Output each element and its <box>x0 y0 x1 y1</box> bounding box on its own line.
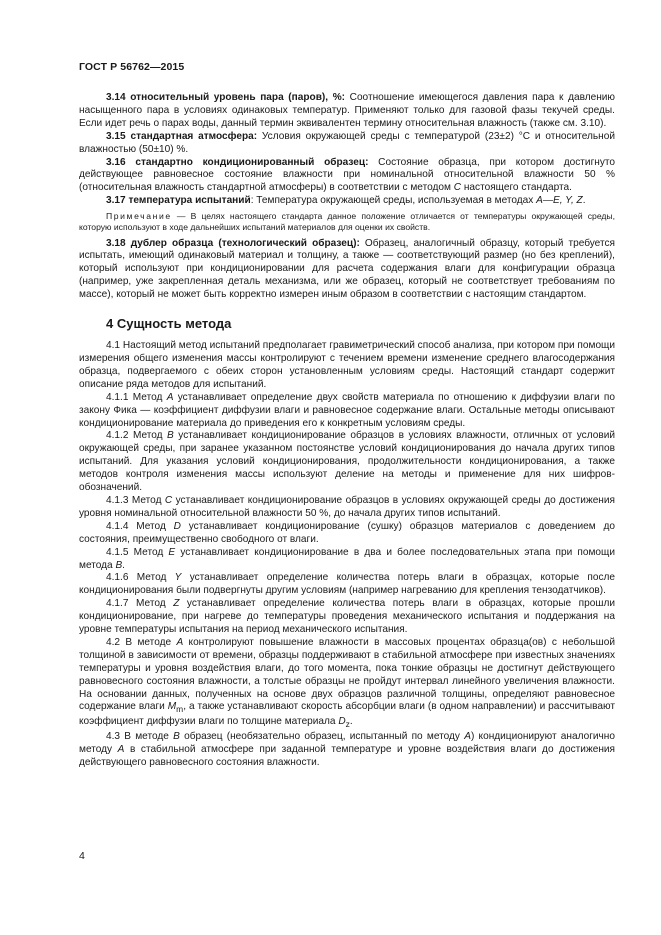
term-3-15 <box>79 131 615 157</box>
text: устанавливает кондиционирование в два и более последовательных этапа при помощи метода <box>79 546 615 571</box>
method-ref: B <box>173 731 180 743</box>
para-4-1-3 <box>79 495 615 521</box>
text: . <box>349 716 353 728</box>
method-ref: Z <box>173 598 180 610</box>
section-4-title: 4 Сущность метода <box>106 316 232 332</box>
text: в стабильной атмосфере при заданной температуре и уровне воздействия влаги до достижения действующего равновесного состояния влажности. <box>79 744 615 769</box>
para-4-1-4 <box>79 521 615 547</box>
para-4-1-6 <box>79 572 615 598</box>
note <box>79 211 615 233</box>
term-heading: 3.18 дублер образца (технологический образец): <box>106 237 360 249</box>
text: устанавливает определение количества потерь влаги в образцах, которые прошли кондиционирование, при нагреве до температуры проведения механического испытания и поддержания на уровне температуры испытания на период механического испытания. <box>79 598 615 636</box>
text: устанавливает кондиционирование образцов в условиях влажности, отличных от условий окружающей среды, при заранее указанном постоянстве условий кондиционирования до начала других типов испытаний. Для указания условий кондиционирования, продолжительности кондиционирования, а также методов контроля изменения массы используют деление на методы и применение для них шифров-обозначений. <box>79 430 615 494</box>
symbol-subscript: m <box>176 704 184 715</box>
text: 4.3 В методе <box>106 731 174 743</box>
document-code-header: ГОСТ Р 56762—2015 <box>79 61 185 73</box>
para-4-3 <box>79 731 615 770</box>
text: 4.2 В методе <box>106 636 177 648</box>
text: 4.1.4 Метод <box>106 520 174 532</box>
term-heading: 3.17 температура испытаний <box>106 195 251 207</box>
para-4-1-1 <box>79 392 615 431</box>
para-4-1-5 <box>79 547 615 573</box>
para-4-1-2 <box>79 430 615 495</box>
text: устанавливает определение двух свойств материала по отношению к диффузии влаги по закону Фика — коэффициент диффузии влаги и равновесное содержание влаги. Остальные методы описывают кондиционирование материала до приведения его к конкретным условиям среды. <box>79 391 615 429</box>
text: 4.1.6 Метод <box>106 572 175 584</box>
method-ref: Y <box>174 572 182 584</box>
method-ref: A <box>166 391 174 403</box>
text: образец (необязательно образец, испытанный по методу <box>179 731 465 743</box>
text: . <box>122 559 125 571</box>
term-text: : Температура окружающей среды, используемая в методах <box>250 195 537 207</box>
symbol-d: D <box>338 716 346 728</box>
page-content <box>79 92 615 770</box>
method-ref: B <box>115 559 123 571</box>
symbol-subscript: z <box>345 719 350 730</box>
term-3-14 <box>79 92 615 131</box>
term-text: Условия окружающей среды с температурой (23±2) °C и относительной влажностью (50±10) %. <box>79 130 615 155</box>
term-heading: 3.15 стандартная атмосфера: <box>106 130 258 142</box>
term-3-18 <box>79 238 615 303</box>
method-ref: A—E, Y, Z <box>536 195 583 207</box>
text: 4.1.5 Метод <box>106 546 169 558</box>
text: 4.1.2 Метод <box>106 430 168 442</box>
method-ref: A <box>176 636 184 648</box>
term-text-end: . <box>582 195 586 207</box>
term-heading: 3.16 стандартно кондиционированный образец: <box>106 156 369 168</box>
method-ref: A <box>117 744 125 756</box>
symbol-m: M <box>167 701 177 713</box>
method-ref: C <box>164 494 173 506</box>
method-ref: E <box>168 546 176 558</box>
term-heading: 3.14 относительный уровень пара (паров), %: <box>106 92 346 103</box>
text: ) кондиционируют аналогично методу <box>79 731 615 756</box>
term-text: Соотношение имеющегося давления пара к давлению насыщенного пара в условиях одинаковых температур. Применяют только для газовой фазы текучей среды. Если идет речь о парах воды, данный термин эквивалентен термину относительная влажность (также см. 3.10). <box>79 92 615 129</box>
term-text-end: настоящего стандарта. <box>461 182 572 194</box>
text: устанавливает определение количества потерь влаги в образцах, которые после кондиционирования были подвергнуты другим условиям (например нагреванию для крепления тензодатчиков). <box>79 572 615 597</box>
note-label: Примечание <box>106 211 172 222</box>
para-4-1: 4.1 Настоящий метод испытаний предполагает гравиметрический способ анализа, при котором при помощи измерения общего изменения массы контролируют с течением времени изменение среднего влагосодержания образца, подвергаемого с обеих сторон установленным условиям среды. Настоящий стандарт содержит описание ряда методов для испытаний. <box>79 340 615 390</box>
method-ref: A <box>464 731 471 743</box>
term-text: Образец, аналогичный образцу, который требуется испытать, имеющий одинаковый материал и толщину, а также — соответствующий размер (но без креплений), который используют при кондиционировании для расчета содержания влаги для конфигурации образца (например, уже закрепленная деталь механизма, или же образец, который не соответствует требованиям по массе), который не может быть корректно измерен иным образом в соответствии с настоящим стандартом. <box>79 237 615 301</box>
text: устанавливает кондиционирование (сушку) образцов материалов с доведением до состояния, преимущественно свободного от влаги. <box>79 520 615 545</box>
para-4-2 <box>79 637 615 731</box>
text: 4.1.3 Метод <box>106 494 165 506</box>
method-ref: B <box>167 430 174 442</box>
text: 4.1.1 Метод <box>106 391 167 403</box>
text: 4.1.7 Метод <box>106 598 174 610</box>
term-3-16 <box>79 157 615 196</box>
text: устанавливает кондиционирование образцов в условиях окружающей среды до достижения уровня номинальной относительной влажности 50 %, до начала других типов испытаний. <box>79 494 615 519</box>
page-number: 4 <box>79 850 85 862</box>
note-text: — В целях настоящего стандарта данное положение отличается от температуры окружающей среды, которую используют в ходе дальнейших испытаний материалов для оценки их свойств. <box>79 211 615 233</box>
text: , а также устанавливают скорость абсорбции влаги (в одном направлении) и рассчитывают коэффициент диффузии влаги по толщине материала <box>79 701 615 728</box>
para-4-1-7 <box>79 598 615 637</box>
method-ref: D <box>173 520 181 532</box>
method-ref: C <box>453 182 462 194</box>
term-text: Состояние образца, при котором достигнуто действующее равновесное состояние влажности при номинальной относительной влажности 50 % (относительная влажность стандартной атмосферы) в соответствии с методом <box>79 156 615 194</box>
term-3-17 <box>79 195 615 208</box>
text: контролируют повышение влажности в массовых процентах образца(ов) с небольшой толщиной в зависимости от времени, образцы поддерживают в стабильной атмосфере при известных значениях температуры и уровня воздействия влаги, до того момента, пока тонкие образцы не достигнут действующего равновесного состояния влажности, а толстые образцы не пройдут интервал линейного увеличения влажности. На основании данных, полученных на основе двух образцов различной толщины, определяют равновесное содержание влаги <box>79 636 615 713</box>
